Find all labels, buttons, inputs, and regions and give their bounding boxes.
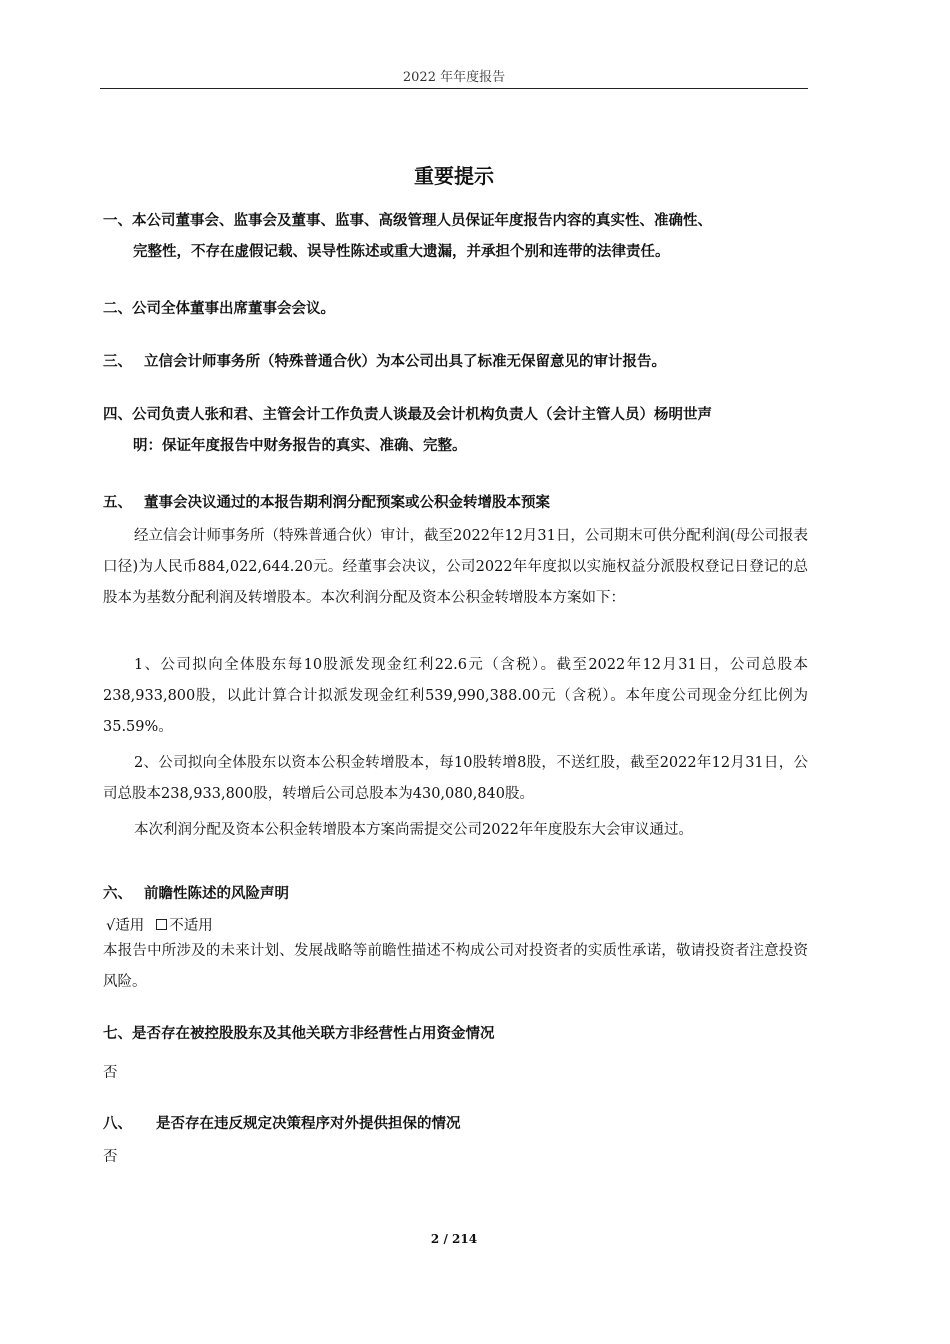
section-8-heading	[103, 1112, 813, 1133]
section-number: 六、	[103, 886, 132, 902]
section-5-paragraph-1: 经立信会计师事务所（特殊普通合伙）审计，截至2022年12月31日，公司期末可供分配利润(母公司报表口径)为人民币884,022,644.20元。经董事会决议，公司2022年年度拟以实施权益分派股权登记日登记的总股本为基数分配利润及转增股本。本次利润分配及资本公积金转增股本方案如下：	[103, 528, 808, 606]
item-text: 本公司董事会、监事会及董事、监事、高级管理人员保证年度报告内容的真实性、准确性、	[132, 213, 712, 229]
section-5-paragraph-2: 1、公司拟向全体股东每10股派发现金红利22.6元（含税）。截至2022年12月31日，公司总股本238,933,800股，以此计算合计拟派发现金红利539,990,388.00元（含税）。本年度公司现金分红比例为35.59%。	[103, 657, 808, 735]
item-text: 公司负责人张和君、主管会计工作负责人谈最及会计机构负责人（会计主管人员）杨明世声	[132, 407, 712, 423]
section-7-answer: 否	[103, 1065, 118, 1081]
notice-item-4	[103, 400, 813, 462]
section-title: 董事会决议通过的本报告期利润分配预案或公积金转增股本预案	[144, 495, 550, 511]
section-title: 是否存在被控股股东及其他关联方非经营性占用资金情况	[132, 1026, 495, 1042]
section-number: 八、	[103, 1116, 132, 1132]
page-title: 重要提示	[414, 164, 494, 188]
section-6-heading	[103, 882, 813, 903]
running-header: 2022 年年度报告	[402, 70, 506, 85]
applicable-label: 适用	[115, 918, 145, 934]
check-mark-icon: √	[106, 918, 116, 934]
item-number: 一、	[103, 213, 132, 229]
header-rule	[100, 88, 808, 89]
notice-item-3	[103, 347, 813, 378]
item-number: 四、	[103, 407, 132, 423]
section-5-paragraph-3: 2、公司拟向全体股东以资本公积金转增股本，每10股转增8股，不送红股，截至2022年12月31日，公司总股本238,933,800股，转增后公司总股本为430,080,840股。	[103, 755, 808, 802]
not-applicable-label: 不适用	[169, 918, 213, 934]
section-8-answer: 否	[103, 1149, 118, 1165]
section-5-heading	[103, 491, 813, 512]
item-text: 立信会计师事务所（特殊普通合伙）为本公司出具了标准无保留意见的审计报告。	[144, 354, 666, 370]
item-number: 二、	[103, 301, 132, 317]
section-title: 前瞻性陈述的风险声明	[144, 886, 289, 902]
item-text-continued: 明：保证年度报告中财务报告的真实、准确、完整。	[133, 438, 467, 454]
empty-checkbox-icon	[156, 919, 167, 930]
section-6-paragraph: 本报告中所涉及的未来计划、发展战略等前瞻性描述不构成公司对投资者的实质性承诺，敬请投资者注意投资风险。	[103, 943, 808, 990]
item-text: 公司全体董事出席董事会会议。	[132, 301, 335, 317]
section-5-paragraph-4: 本次利润分配及资本公积金转增股本方案尚需提交公司2022年年度股东大会审议通过。	[134, 822, 693, 838]
section-7-heading	[103, 1022, 813, 1043]
notice-item-1	[103, 206, 813, 268]
section-number: 七、	[103, 1026, 132, 1042]
page-number: 2 / 214	[430, 1232, 478, 1246]
notice-item-2	[103, 294, 813, 325]
item-text-continued: 完整性，不存在虚假记载、误导性陈述或重大遗漏，并承担个别和连带的法律责任。	[133, 244, 670, 260]
section-number: 五、	[103, 495, 132, 511]
item-number: 三、	[103, 354, 132, 370]
section-title: 是否存在违反规定决策程序对外提供担保的情况	[156, 1116, 461, 1132]
applicability-options	[106, 914, 213, 935]
